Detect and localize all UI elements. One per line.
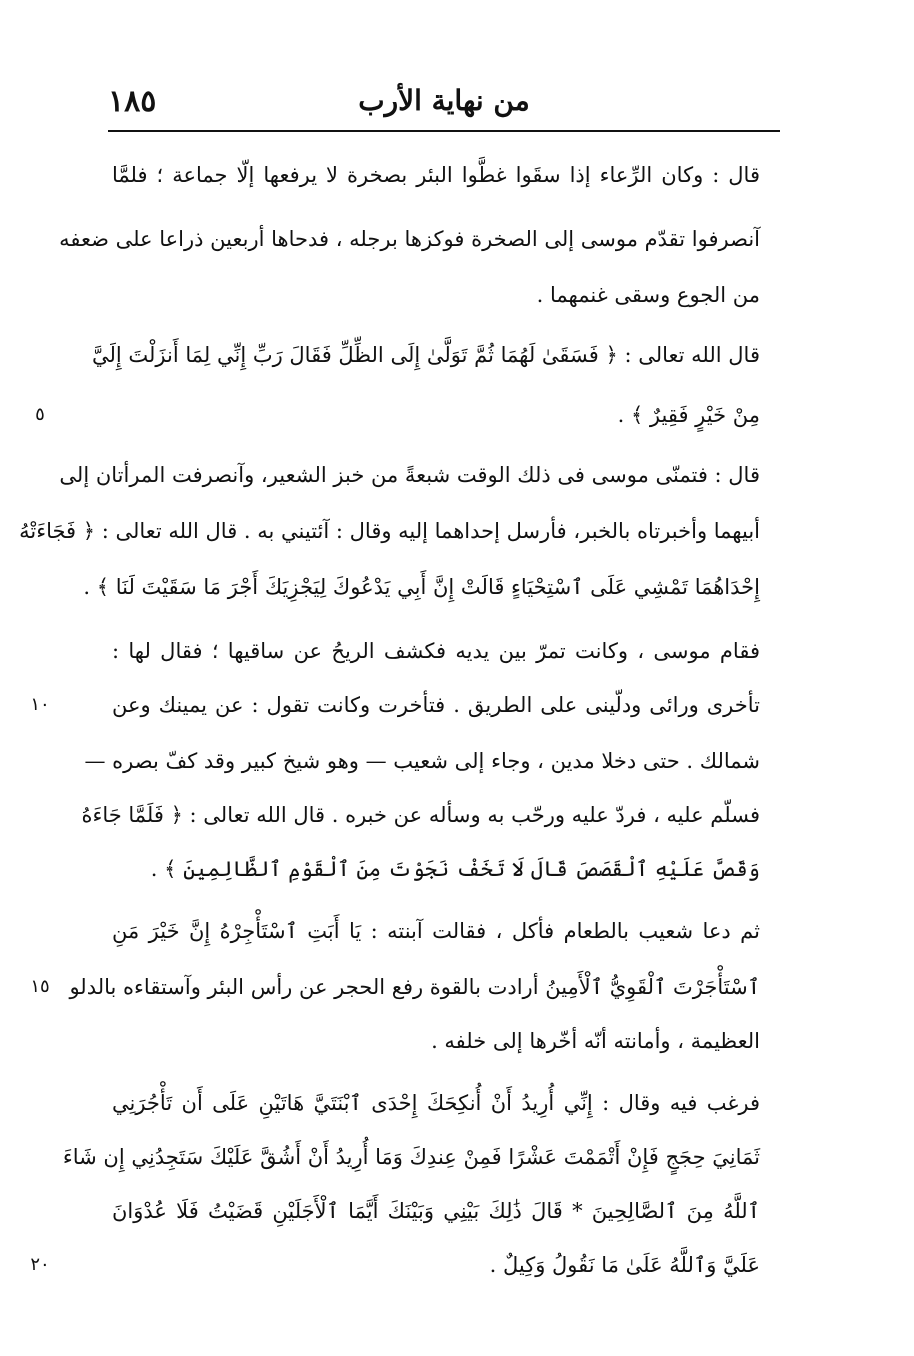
text-line: فرغب فيه وقال : إِنِّي أُرِيدُ أَنْ أُنكِحَكَ إِحْدَى ٱبْنَتَيَّ هَاتَيْنِ عَلَى أَن تَأْجُرَنِي: [112, 1091, 760, 1115]
line-number: ١٠: [30, 694, 50, 715]
page-number: ١٨٥: [108, 84, 157, 119]
text-line: فسلّم عليه ، فردّ عليه ورحّب به وسأله عن خبره . قال الله تعالى : ﴿ فَلَمَّا جَاءَهُ: [81, 803, 760, 827]
text-line: قال : فتمنّى موسى فى ذلك الوقت شبعةً من خبز الشعير، وآنصرفت المرأتان إلى: [59, 463, 760, 487]
text-line: وَقَصَّ عَلَيْهِ ٱلْقَصَصَ قَالَ لَا تَخَفْ نَجَوْتَ مِنَ ٱلْقَوْمِ ٱلظَّالِمِينَ ﴾ .: [150, 857, 760, 881]
text-line: ٱسْتَأْجَرْتَ ٱلْقَوِيُّ ٱلْأَمِينُ أرادت بالقوة رفع الحجر عن رأس البئر وآستقاءه بالدلو: [69, 975, 760, 999]
line-number: ١٥: [30, 976, 50, 997]
line-number: ٥: [35, 404, 45, 425]
running-title: من نهاية الأرب: [358, 84, 530, 117]
line-number: ٢٠: [30, 1254, 50, 1275]
text-line: مِنْ خَيْرٍ فَقِيرٌ ﴾ .: [617, 403, 760, 427]
text-line: من الجوع وسقى غنمهما .: [536, 283, 760, 307]
text-line: شمالك . حتى دخلا مدين ، وجاء إلى شعيب — وهو شيخ كبير وقد كفّ بصره —: [84, 749, 760, 773]
text-line: ثَمَانِيَ حِجَجٍ فَإِنْ أَتْمَمْتَ عَشْرًا فَمِنْ عِندِكَ وَمَا أُرِيدُ أَنْ أَشُقَّ عَلَيْكَ سَتَجِدُنِي إِن شَاءَ: [62, 1145, 760, 1169]
text-line: أبيهما وأخبرتاه بالخبر، فأرسل إحداهما إليه وقال : آئتيني به . قال الله تعالى : ﴿ فَجَاءَتْهُ: [19, 519, 760, 543]
text-line: قال الله تعالى : ﴿ فَسَقَىٰ لَهُمَا ثُمَّ تَوَلَّىٰ إِلَى الظِّلِّ فَقَالَ رَبِّ إِنِّي لِمَا أَنزَلْتَ إِلَيَّ: [91, 343, 760, 367]
text-line: تأخرى ورائى ودلّينى على الطريق . فتأخرت وكانت تقول : عن يمينك وعن: [112, 693, 760, 717]
page-header: [108, 84, 780, 132]
text-line: ثم دعا شعيب بالطعام فأكل ، فقالت آبنته : يَا أَبَتِ ٱسْتَأْجِرْهُ إِنَّ خَيْرَ مَنِ: [112, 919, 760, 943]
text-line: قال : وكان الرِّعاء إذا سقَوا غطَّوا البئر بصخرة لا يرفعها إلّا جماعة ؛ فلمَّا: [112, 163, 760, 187]
text-line: فقام موسى ، وكانت تمرّ بين يديه فكشف الريحُ عن ساقيها ؛ فقال لها :: [112, 639, 760, 663]
text-line: العظيمة ، وأمانته أنّه أخّرها إلى خلفه .: [431, 1029, 760, 1053]
text-line: عَلَيَّ وَٱللَّهُ عَلَىٰ مَا نَقُولُ وَكِيلٌ .: [489, 1253, 760, 1277]
text-line: إِحْدَاهُمَا تَمْشِي عَلَى ٱسْتِحْيَاءٍ قَالَتْ إِنَّ أَبِي يَدْعُوكَ لِيَجْزِيَكَ أَجْرَ مَا سَقَيْتَ لَنَا ﴾ .: [83, 575, 760, 599]
text-line: ٱللَّهُ مِنَ ٱلصَّالِحِينَ * قَالَ ذَٰلِكَ بَيْنِي وَبَيْنَكَ أَيَّمَا ٱلْأَجَلَيْنِ قَضَيْتُ فَلَا عُدْوَانَ: [112, 1199, 760, 1223]
text-line: آنصرفوا تقدّم موسى إلى الصخرة فوكزها برجله ، فدحاها أربعين ذراعا على ضعفه: [59, 227, 760, 251]
